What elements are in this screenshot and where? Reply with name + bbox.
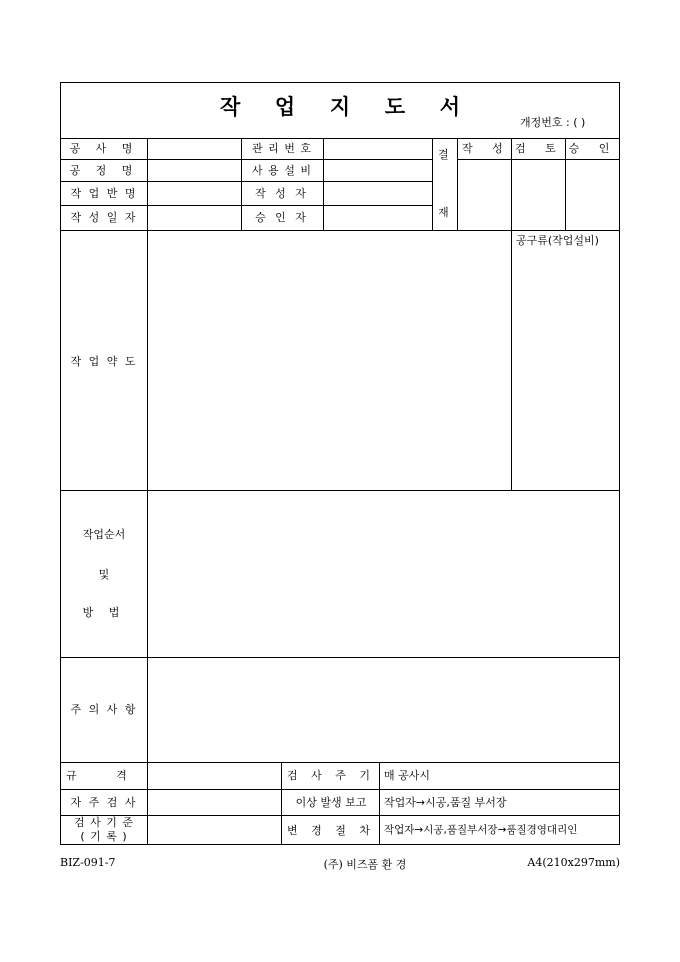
label-management-no: 관 리 번 호 bbox=[252, 142, 312, 155]
label-created-date: 작 성 일 자 bbox=[70, 211, 138, 224]
value-inspection-cycle: 매 공사시 bbox=[384, 769, 431, 782]
label-spec: 규 격 bbox=[66, 769, 145, 782]
label-criteria: 검 사 기 준 bbox=[74, 816, 134, 829]
label-construction-name: 공 사 명 bbox=[69, 142, 139, 155]
label-inspection-cycle: 검 사 주 기 bbox=[287, 769, 375, 782]
value-abnormal-report: 작업자→시공,품질 부서장 bbox=[384, 796, 507, 809]
label-change-procedure: 변 경 절 차 bbox=[287, 824, 375, 837]
label-abnormal-report: 이상 발생 보고 bbox=[295, 796, 367, 809]
line-h bbox=[60, 181, 432, 182]
label-process-name: 공 정 명 bbox=[69, 164, 139, 177]
line-h bbox=[60, 230, 620, 231]
footer-company: (주) 비즈폼 환 경 bbox=[323, 858, 407, 871]
line-h bbox=[60, 762, 620, 763]
document-title bbox=[220, 91, 460, 121]
label-work-sketch: 작 업 약 도 bbox=[70, 355, 138, 368]
line-h bbox=[60, 159, 432, 160]
line-v bbox=[457, 138, 458, 230]
title-char: 도 bbox=[384, 94, 406, 119]
approval-label-bottom: 재 bbox=[438, 206, 449, 219]
label-method: 방 법 bbox=[82, 606, 126, 619]
value-change-procedure: 작업자→시공,품질부서장→품질경영대리인 bbox=[384, 824, 578, 836]
line-v bbox=[511, 138, 512, 490]
label-work-order: 작업순서 bbox=[82, 528, 126, 541]
line-h bbox=[60, 490, 620, 491]
line-v bbox=[565, 138, 566, 230]
label-cautions: 주 의 사 항 bbox=[70, 703, 138, 716]
line-h bbox=[60, 205, 432, 206]
label-self-inspection: 자 주 검 사 bbox=[70, 796, 138, 809]
title-char: 작 bbox=[220, 94, 241, 119]
line-h bbox=[60, 138, 620, 139]
label-criteria-record: ( 기 록 ) bbox=[80, 830, 128, 843]
label-and: 및 bbox=[98, 568, 110, 581]
approval-label-top: 결 bbox=[438, 148, 449, 161]
line-v bbox=[323, 138, 324, 230]
line-v bbox=[241, 138, 242, 230]
line-h bbox=[60, 789, 620, 790]
line-h bbox=[60, 815, 620, 816]
revision-number: 개정번호 : ( ) bbox=[520, 116, 586, 129]
footer-code: BIZ-091-7 bbox=[60, 856, 116, 869]
footer-paper-size: A4(210x297mm) bbox=[527, 856, 620, 869]
label-tools: 공구류(작업설비) bbox=[516, 234, 599, 247]
title-char: 업 bbox=[274, 94, 296, 119]
line-h bbox=[60, 657, 620, 658]
label-equipment: 사 용 설 비 bbox=[252, 164, 312, 177]
label-approver: 승 인 자 bbox=[255, 211, 309, 224]
approval-col-write: 작 성 bbox=[462, 142, 511, 155]
title-char: 지 bbox=[329, 94, 351, 119]
document-frame bbox=[60, 82, 620, 845]
line-v bbox=[281, 762, 282, 845]
label-work-team: 작 업 반 명 bbox=[70, 187, 138, 200]
line-v bbox=[432, 138, 433, 230]
line-v bbox=[379, 762, 380, 845]
line-h bbox=[457, 159, 620, 160]
approval-col-review: 검 토 bbox=[515, 142, 564, 155]
line-v bbox=[147, 138, 148, 845]
label-author: 작 성 자 bbox=[255, 187, 309, 200]
title-char: 서 bbox=[439, 94, 460, 119]
approval-col-approve: 승 인 bbox=[568, 142, 618, 155]
